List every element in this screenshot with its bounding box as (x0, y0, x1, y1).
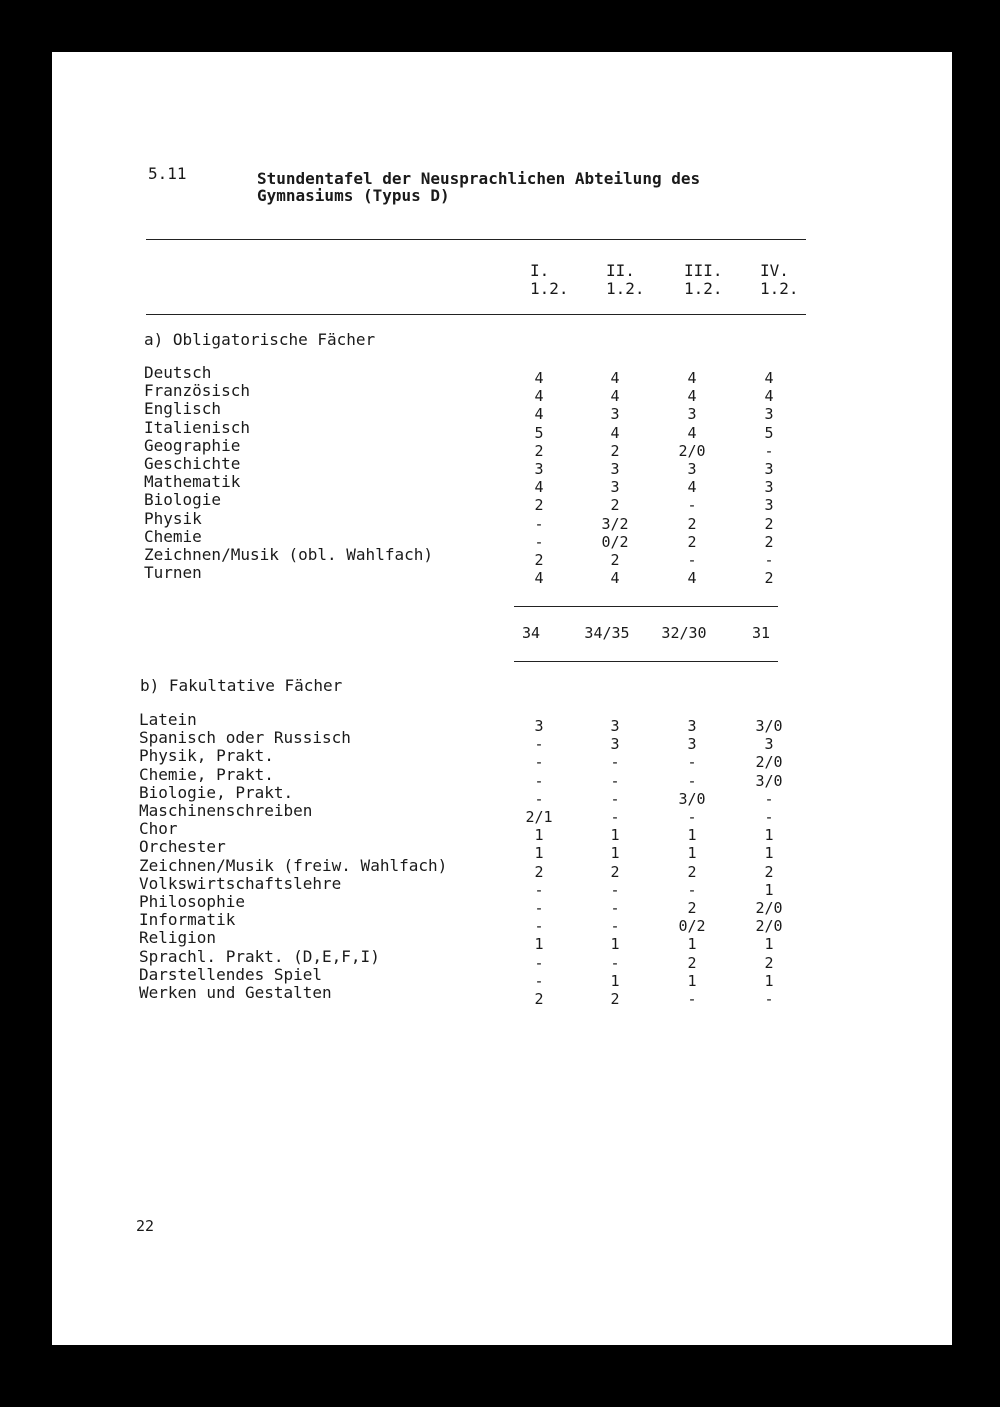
hours-cell: 1 (534, 844, 544, 863)
subject-label: Orchester (139, 837, 226, 857)
page-number: 22 (136, 1217, 155, 1235)
hours-cell: 2 (534, 990, 544, 1008)
hours-cell: 4 (687, 387, 697, 406)
hours-cell: 2/0 (755, 899, 783, 917)
subject-label: Sprachl. Prakt. (D,E,F,I) (139, 946, 380, 966)
hours-cell: 2 (534, 496, 544, 515)
page-title (257, 170, 700, 204)
hours-cell: - (687, 990, 697, 1008)
hours-cell: 1 (610, 826, 620, 845)
divider-top (146, 239, 806, 240)
hours-cell: 2 (764, 514, 774, 533)
hours-cell: - (764, 551, 774, 569)
subject-label: Philosophie (139, 892, 245, 911)
subject-label: Deutsch (144, 363, 212, 382)
hours-cell: 2 (610, 990, 620, 1008)
hours-cell: 2/1 (525, 808, 553, 826)
hours-cell: - (764, 441, 774, 460)
hours-cell: - (534, 514, 544, 533)
hours-cell: - (534, 771, 544, 790)
hours-cell: - (764, 990, 774, 1008)
hours-cell: 4 (610, 387, 620, 406)
hours-cell: 1 (534, 935, 544, 954)
subject-label: Biologie, Prakt. (139, 782, 294, 802)
hours-cell: 2 (534, 441, 544, 460)
hours-cell: 4 (687, 423, 697, 442)
hours-cell: - (534, 789, 544, 808)
title-line-2: Gymnasiums (Typus D) (257, 186, 450, 205)
divider-header (146, 314, 806, 315)
column-header-2: II. 1.2. (606, 261, 645, 298)
subject-label: Französisch (144, 381, 250, 401)
hours-cell: 3 (687, 717, 697, 735)
hours-cell: - (687, 808, 697, 826)
hours-cell: - (534, 735, 544, 754)
hours-cell: 3/0 (678, 789, 706, 808)
divider-total-bottom (514, 661, 778, 662)
hours-cell: 4 (610, 369, 620, 387)
hours-cell: 3 (764, 478, 774, 497)
subject-label: Physik, Prakt. (139, 746, 274, 766)
hours-cell: - (534, 953, 544, 972)
hours-cell: - (687, 753, 697, 772)
subject-label: Geographie (144, 435, 241, 455)
hours-cell: 2 (610, 441, 620, 460)
subject-label: Werken und Gestalten (139, 983, 332, 1002)
column-header-1: I. 1.2. (530, 261, 569, 298)
hours-cell: 0/2 (678, 917, 706, 936)
hours-cell: 1 (610, 971, 620, 990)
divider-total-top (514, 606, 778, 607)
hours-cell: 4 (687, 569, 697, 588)
hours-cell: - (610, 753, 620, 772)
subject-label: Biologie (144, 490, 222, 510)
subject-label: Latein (139, 710, 197, 729)
hours-cell: 3 (764, 460, 774, 478)
hours-cell: 3 (687, 735, 697, 754)
hours-cell: 2 (610, 551, 620, 569)
hours-cell: 4 (534, 569, 544, 588)
hours-cell: 2/0 (678, 441, 706, 460)
subject-label: Mathematik (144, 472, 241, 492)
hours-cell: 0/2 (601, 532, 629, 551)
hours-cell: 2 (534, 862, 544, 881)
hours-cell: 4 (764, 387, 774, 406)
hours-cell: - (687, 551, 697, 569)
hours-cell: 3 (687, 460, 697, 478)
subject-label: Geschichte (144, 454, 241, 473)
hours-cell: - (687, 771, 697, 790)
hours-cell: 3 (534, 717, 544, 735)
subject-label: Chor (139, 819, 178, 839)
hours-cell: 1 (687, 935, 697, 954)
hours-cell: 1 (610, 935, 620, 954)
subject-label: Turnen (144, 563, 202, 583)
subject-label: Physik (144, 508, 202, 528)
section-number: 5.11 (148, 164, 187, 183)
hours-cell: - (687, 496, 697, 515)
subject-label: Chemie, Prakt. (139, 764, 274, 784)
hours-cell: 4 (610, 423, 620, 442)
hours-cell: - (534, 917, 544, 936)
section-b-heading: b) Fakultative Fächer (140, 676, 343, 695)
hours-cell: - (610, 808, 620, 826)
hours-cell: 4 (764, 369, 774, 387)
hours-cell: 1 (764, 844, 774, 863)
hours-cell: - (534, 880, 544, 899)
hours-cell: 2 (687, 532, 697, 551)
hours-cell: - (534, 532, 544, 551)
hours-cell: 2 (764, 532, 774, 551)
total-cell: 34/35 (584, 624, 630, 642)
hours-cell: 2 (764, 569, 774, 588)
subject-label: Chemie (144, 526, 202, 546)
hours-cell: 3 (610, 478, 620, 497)
hours-cell: 3/0 (755, 771, 783, 790)
hours-cell: 2 (687, 862, 697, 881)
title-line-1: Stundentafel der Neusprachlichen Abteilung des (257, 169, 701, 188)
subject-label: Darstellendes Spiel (139, 964, 323, 984)
hours-cell: - (687, 880, 697, 899)
hours-cell: 2 (764, 953, 774, 972)
hours-cell: - (764, 808, 774, 826)
hours-cell: 2 (610, 496, 620, 515)
hours-cell: 4 (534, 478, 544, 497)
hours-cell: 3 (534, 460, 544, 478)
hours-cell: 4 (534, 369, 544, 387)
hours-cell: - (764, 789, 774, 808)
hours-cell: - (610, 917, 620, 936)
hours-cell: - (534, 753, 544, 772)
hours-cell: 1 (764, 935, 774, 954)
hours-cell: - (610, 789, 620, 808)
total-cell: 31 (751, 624, 771, 642)
hours-cell: 3 (764, 735, 774, 754)
hours-cell: 3 (610, 460, 620, 478)
subject-label: Volkswirtschaftslehre (139, 873, 342, 893)
hours-cell: 1 (764, 880, 774, 899)
hours-cell: - (534, 899, 544, 917)
hours-cell: 3/0 (755, 717, 783, 735)
hours-cell: - (610, 771, 620, 790)
hours-cell: 1 (764, 826, 774, 845)
hours-cell: 1 (610, 844, 620, 863)
hours-cell: 2 (687, 899, 697, 917)
hours-cell: 3/2 (601, 514, 629, 533)
hours-cell: 3 (687, 405, 697, 424)
hours-cell: 3 (610, 735, 620, 754)
hours-cell: 4 (610, 569, 620, 588)
hours-cell: 1 (687, 971, 697, 990)
hours-cell: 1 (534, 826, 544, 845)
hours-cell: 2 (764, 862, 774, 881)
hours-cell: 4 (687, 478, 697, 497)
document-page (52, 52, 952, 1345)
hours-cell: 1 (764, 971, 774, 990)
subject-label: Zeichnen/Musik (freiw. Wahlfach) (139, 855, 448, 875)
subject-label: Informatik (139, 910, 236, 930)
hours-cell: 4 (534, 405, 544, 424)
hours-cell: 1 (687, 826, 697, 845)
hours-cell: - (610, 899, 620, 917)
subject-label: Spanisch oder Russisch (139, 728, 351, 748)
hours-cell: - (534, 971, 544, 990)
hours-cell: 3 (764, 405, 774, 424)
subject-label: Zeichnen/Musik (obl. Wahlfach) (144, 545, 433, 564)
total-cell: 34 (521, 624, 541, 642)
subject-label: Italienisch (144, 417, 250, 437)
hours-cell: 2 (687, 514, 697, 533)
hours-cell: 3 (610, 405, 620, 424)
hours-cell: 4 (534, 387, 544, 406)
hours-cell: 4 (687, 369, 697, 387)
hours-cell: 2/0 (755, 917, 783, 936)
hours-cell: 3 (610, 717, 620, 735)
hours-cell: - (610, 880, 620, 899)
subject-label: Englisch (144, 399, 222, 419)
hours-cell: 3 (764, 496, 774, 515)
subject-label: Maschinenschreiben (139, 801, 313, 820)
hours-cell: 1 (687, 844, 697, 863)
subject-label: Religion (139, 928, 217, 948)
hours-cell: 2/0 (755, 753, 783, 772)
hours-cell: 5 (764, 423, 774, 442)
hours-cell: 5 (534, 423, 544, 442)
hours-cell: - (610, 953, 620, 972)
column-header-4: IV. 1.2. (760, 261, 799, 298)
column-header-3: III. 1.2. (684, 261, 723, 298)
hours-cell: 2 (610, 862, 620, 881)
section-a-heading: a) Obligatorische Fächer (144, 330, 376, 349)
hours-cell: 2 (687, 953, 697, 972)
total-cell: 32/30 (661, 624, 707, 642)
hours-cell: 2 (534, 551, 544, 569)
